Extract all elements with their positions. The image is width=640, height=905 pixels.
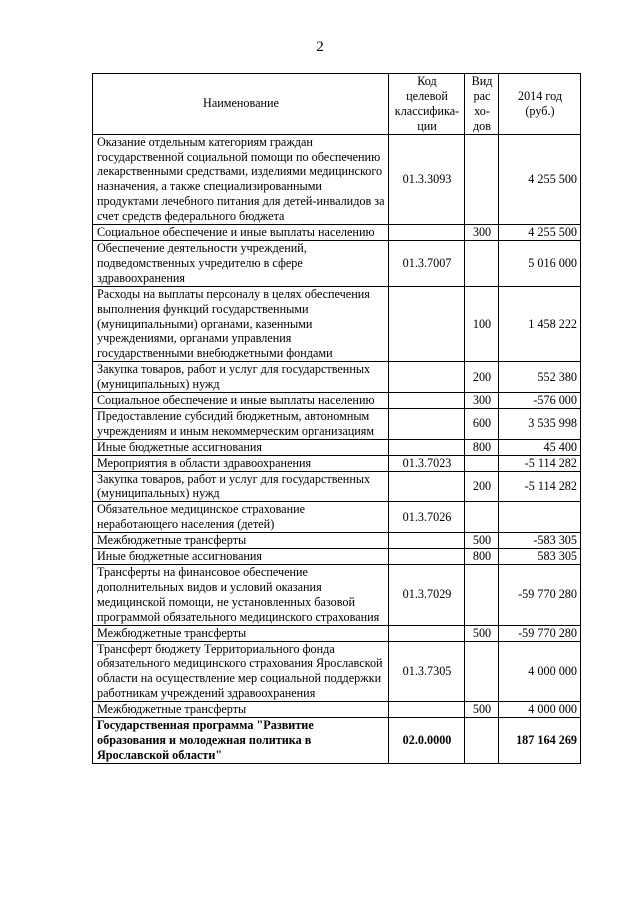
row-vid: 800 [465, 439, 499, 455]
table-row [93, 439, 581, 455]
row-vid: 600 [465, 408, 499, 439]
row-vid: 800 [465, 549, 499, 565]
budget-table-body [93, 134, 581, 763]
row-sum: -5 114 282 [499, 455, 581, 471]
row-code [389, 533, 465, 549]
table-row [93, 225, 581, 241]
table-row [93, 718, 581, 764]
row-sum: -5 114 282 [499, 471, 581, 502]
row-sum: 45 400 [499, 439, 581, 455]
row-name: Оказание отдельным категориям граждан государственной социальной помощи по обеспечению лекарственными средствами, изделиями медицинского назначения, а также специализированными продуктами лечебного питания для детей-инвалидов за счет средств федерального бюджета [93, 134, 389, 224]
row-vid: 200 [465, 471, 499, 502]
row-name: Межбюджетные трансферты [93, 702, 389, 718]
row-sum: 4 000 000 [499, 702, 581, 718]
row-code [389, 702, 465, 718]
table-row [93, 625, 581, 641]
row-vid: 300 [465, 393, 499, 409]
row-name: Закупка товаров, работ и услуг для государственных (муниципальных) нужд [93, 362, 389, 393]
header-vid: Вид рас хо- дов [465, 74, 499, 135]
table-row [93, 502, 581, 533]
table-row [93, 641, 581, 702]
row-name: Обеспечение деятельности учреждений, подведомственных учредителю в сфере здравоохранения [93, 240, 389, 286]
row-code [389, 286, 465, 362]
header-row [93, 74, 581, 135]
row-code: 01.3.7026 [389, 502, 465, 533]
row-vid: 500 [465, 702, 499, 718]
table-row [93, 240, 581, 286]
row-code [389, 362, 465, 393]
table-row [93, 408, 581, 439]
row-name: Межбюджетные трансферты [93, 625, 389, 641]
table-row [93, 702, 581, 718]
row-sum: 5 016 000 [499, 240, 581, 286]
table-row [93, 565, 581, 626]
row-code [389, 625, 465, 641]
table-row [93, 362, 581, 393]
row-name: Обязательное медицинское страхование неработающего населения (детей) [93, 502, 389, 533]
row-name: Социальное обеспечение и иные выплаты населению [93, 225, 389, 241]
row-vid: 100 [465, 286, 499, 362]
table-row [93, 471, 581, 502]
row-name: Государственная программа "Развитие образования и молодежная политика в Ярославской области" [93, 718, 389, 764]
row-sum: -576 000 [499, 393, 581, 409]
table-row [93, 393, 581, 409]
table-row [93, 455, 581, 471]
row-vid [465, 502, 499, 533]
table-row [93, 533, 581, 549]
header-code: Код целевой классифика- ции [389, 74, 465, 135]
row-code: 01.3.3093 [389, 134, 465, 224]
row-code: 01.3.7029 [389, 565, 465, 626]
page-number: 2 [316, 39, 324, 55]
row-name: Социальное обеспечение и иные выплаты населению [93, 393, 389, 409]
row-vid: 500 [465, 625, 499, 641]
row-sum: 4 255 500 [499, 134, 581, 224]
budget-table [92, 73, 581, 764]
row-name: Закупка товаров, работ и услуг для государственных (муниципальных) нужд [93, 471, 389, 502]
row-sum: 4 000 000 [499, 641, 581, 702]
row-vid [465, 641, 499, 702]
row-name: Мероприятия в области здравоохранения [93, 455, 389, 471]
row-vid [465, 134, 499, 224]
row-name: Межбюджетные трансферты [93, 533, 389, 549]
row-code [389, 549, 465, 565]
row-code: 01.3.7023 [389, 455, 465, 471]
row-code [389, 439, 465, 455]
row-name: Предоставление субсидий бюджетным, автономным учреждениям и иным некоммерческим организациям [93, 408, 389, 439]
row-vid: 500 [465, 533, 499, 549]
row-code: 02.0.0000 [389, 718, 465, 764]
row-sum: 1 458 222 [499, 286, 581, 362]
row-vid: 200 [465, 362, 499, 393]
row-code [389, 393, 465, 409]
row-sum: -59 770 280 [499, 565, 581, 626]
row-code [389, 408, 465, 439]
row-name: Иные бюджетные ассигнования [93, 439, 389, 455]
row-sum: 187 164 269 [499, 718, 581, 764]
row-vid [465, 565, 499, 626]
row-sum: 583 305 [499, 549, 581, 565]
row-sum: -59 770 280 [499, 625, 581, 641]
row-sum: 552 380 [499, 362, 581, 393]
row-name: Трансферт бюджету Территориального фонда обязательного медицинского страхования Ярославской области на осуществление мер социальной поддержки работникам учреждений здравоохранения [93, 641, 389, 702]
header-sum: 2014 год (руб.) [499, 74, 581, 135]
row-vid [465, 240, 499, 286]
row-vid: 300 [465, 225, 499, 241]
row-name: Иные бюджетные ассигнования [93, 549, 389, 565]
header-name: Наименование [93, 74, 389, 135]
row-vid [465, 455, 499, 471]
row-sum: 3 535 998 [499, 408, 581, 439]
row-code [389, 471, 465, 502]
table-row [93, 549, 581, 565]
row-code: 01.3.7007 [389, 240, 465, 286]
row-sum: -583 305 [499, 533, 581, 549]
budget-table-head [93, 74, 581, 135]
row-sum: 4 255 500 [499, 225, 581, 241]
row-vid [465, 718, 499, 764]
row-code [389, 225, 465, 241]
row-name: Расходы на выплаты персоналу в целях обеспечения выполнения функций государственными (муниципальными) органами, казенными учреждениями, органами управления государственными внебюджетными фондами [93, 286, 389, 362]
table-row [93, 134, 581, 224]
row-code: 01.3.7305 [389, 641, 465, 702]
row-sum [499, 502, 581, 533]
table-row [93, 286, 581, 362]
row-name: Трансферты на финансовое обеспечение дополнительных видов и условий оказания медицинской помощи, не установленных базовой программой обязательного медицинского страхования [93, 565, 389, 626]
